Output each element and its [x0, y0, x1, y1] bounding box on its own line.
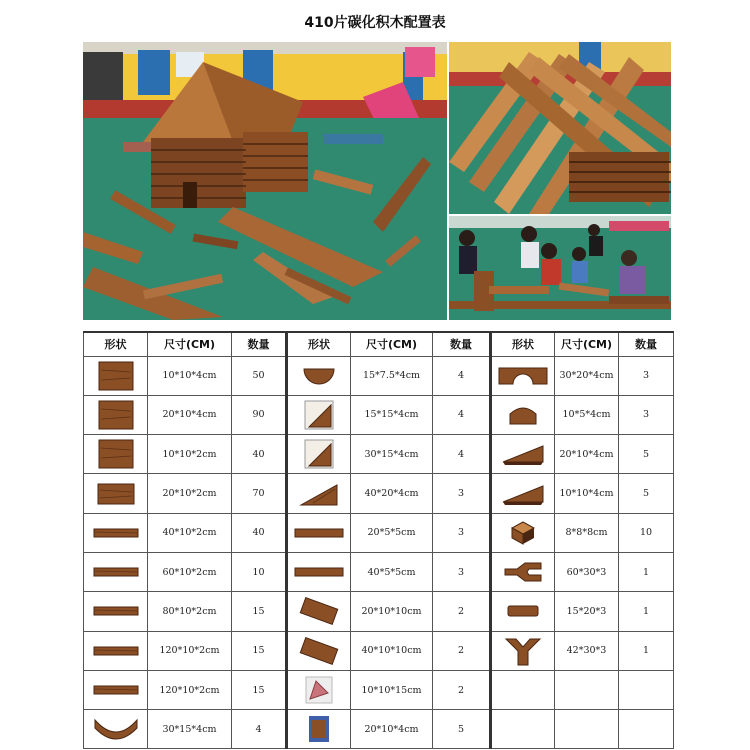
size-cell: 40*10*10cm: [351, 631, 433, 670]
shape-image-cell: [491, 474, 555, 513]
shape-image-cell: [491, 513, 555, 552]
quantity-cell: [619, 710, 674, 749]
planks-closeup-photo: [449, 42, 671, 214]
bar-block-image: [506, 602, 540, 620]
cylinder-block-image: [296, 597, 342, 625]
size-cell: 20*10*2cm: [148, 474, 232, 513]
quantity-cell: 1: [619, 631, 674, 670]
shape-image-cell: [287, 474, 351, 513]
quantity-cell: 5: [433, 710, 491, 749]
shape-image-cell: [287, 395, 351, 434]
table-row: [84, 552, 674, 591]
shape-image-cell: [287, 552, 351, 591]
quantity-cell: 4: [433, 356, 491, 395]
size-cell: 20*10*4cm: [351, 710, 433, 749]
header-size-2: 尺寸(CM): [351, 332, 433, 356]
header-qty-3: 数量: [619, 332, 674, 356]
quantity-cell: 3: [433, 513, 491, 552]
quantity-cell: 3: [619, 395, 674, 434]
quantity-cell: 3: [619, 356, 674, 395]
size-cell: 60*30*3: [555, 552, 619, 591]
size-cell: 120*10*2cm: [148, 670, 232, 709]
shape-image-cell: [491, 710, 555, 749]
shape-image-cell: [491, 592, 555, 631]
size-cell: [555, 710, 619, 749]
shape-image-cell: [491, 356, 555, 395]
shape-image-cell: [491, 552, 555, 591]
cone-block-image: [304, 675, 334, 705]
plank-block-image: [93, 641, 139, 661]
quantity-cell: 50: [232, 356, 287, 395]
plank-short-block-image: [96, 480, 136, 508]
size-cell: 10*10*15cm: [351, 670, 433, 709]
page-title: 410片碳化积木配置表: [304, 15, 446, 31]
table-row: [84, 513, 674, 552]
shape-image-cell: [287, 513, 351, 552]
shape-image-cell: [287, 710, 351, 749]
shape-image-cell: [491, 631, 555, 670]
stick-block-image: [293, 524, 345, 542]
table-row: [84, 670, 674, 709]
size-cell: 42*30*3: [555, 631, 619, 670]
quantity-cell: 5: [619, 435, 674, 474]
fork-block-image: [503, 559, 543, 585]
quantity-cell: 4: [433, 395, 491, 434]
size-cell: 20*10*10cm: [351, 592, 433, 631]
arch-block-image: [497, 364, 549, 388]
curve-block-image: [93, 716, 139, 742]
quantity-cell: 2: [433, 592, 491, 631]
cube-block-image: [510, 520, 536, 546]
size-cell: 10*10*4cm: [148, 356, 232, 395]
quantity-cell: 15: [232, 592, 287, 631]
shape-image-cell: [84, 474, 148, 513]
size-cell: 30*15*4cm: [351, 435, 433, 474]
quantity-cell: 3: [433, 474, 491, 513]
shape-image-cell: [287, 356, 351, 395]
ramp-block-image: [299, 479, 339, 509]
size-cell: 30*20*4cm: [555, 356, 619, 395]
quantity-cell: 70: [232, 474, 287, 513]
quantity-cell: 90: [232, 395, 287, 434]
table-row: [84, 356, 674, 395]
plank-block-image: [93, 523, 139, 543]
block-square-block-image: [97, 438, 135, 470]
stairs-block-image: [306, 714, 332, 744]
shape-image-cell: [491, 395, 555, 434]
table-row: [84, 474, 674, 513]
wedge-block-image: [501, 482, 545, 506]
quantity-cell: 2: [433, 670, 491, 709]
quantity-cell: 40: [232, 513, 287, 552]
shape-image-cell: [84, 631, 148, 670]
quantity-cell: 40: [232, 435, 287, 474]
header-size-1: 尺寸(CM): [148, 332, 232, 356]
size-cell: 20*10*4cm: [555, 435, 619, 474]
quantity-cell: 2: [433, 631, 491, 670]
shape-image-cell: [84, 356, 148, 395]
table-row: [84, 631, 674, 670]
size-cell: 10*5*4cm: [555, 395, 619, 434]
quarter-right-block-image: [303, 399, 335, 431]
children-playing-photo: [449, 216, 671, 320]
header-shape-2: 形状: [287, 332, 351, 356]
shape-image-cell: [287, 592, 351, 631]
shape-image-cell: [84, 670, 148, 709]
quantity-cell: 5: [619, 474, 674, 513]
header-shape-1: 形状: [84, 332, 148, 356]
shape-image-cell: [287, 670, 351, 709]
size-cell: 10*10*2cm: [148, 435, 232, 474]
size-cell: 60*10*2cm: [148, 552, 232, 591]
shape-image-cell: [84, 435, 148, 474]
shape-image-cell: [491, 670, 555, 709]
table-header-row: [84, 332, 674, 356]
small-arch-block-image: [506, 404, 540, 426]
quantity-cell: 1: [619, 552, 674, 591]
half-round-block-image: [302, 365, 336, 387]
playground-photo-main: [83, 42, 447, 320]
quantity-cell: 15: [232, 631, 287, 670]
quantity-cell: 10: [232, 552, 287, 591]
quantity-cell: 4: [433, 435, 491, 474]
block-square-block-image: [97, 360, 135, 392]
size-cell: 120*10*2cm: [148, 631, 232, 670]
table-row: [84, 435, 674, 474]
size-cell: [555, 670, 619, 709]
shape-image-cell: [84, 513, 148, 552]
plank-block-image: [93, 680, 139, 700]
y-joint-block-image: [504, 635, 542, 667]
quantity-cell: 15: [232, 670, 287, 709]
shape-image-cell: [84, 710, 148, 749]
block-square-block-image: [97, 399, 135, 431]
header-size-3: 尺寸(CM): [555, 332, 619, 356]
header-qty-1: 数量: [232, 332, 287, 356]
size-cell: 15*20*3: [555, 592, 619, 631]
size-cell: 15*15*4cm: [351, 395, 433, 434]
size-cell: 8*8*8cm: [555, 513, 619, 552]
size-cell: 20*10*4cm: [148, 395, 232, 434]
shape-image-cell: [84, 592, 148, 631]
quantity-cell: 4: [232, 710, 287, 749]
quantity-cell: 1: [619, 592, 674, 631]
plank-block-image: [93, 562, 139, 582]
size-cell: 40*20*4cm: [351, 474, 433, 513]
size-cell: 15*7.5*4cm: [351, 356, 433, 395]
header-qty-2: 数量: [433, 332, 491, 356]
size-cell: 40*5*5cm: [351, 552, 433, 591]
plank-block-image: [93, 601, 139, 621]
shape-image-cell: [84, 395, 148, 434]
quantity-cell: [619, 670, 674, 709]
shape-image-cell: [287, 435, 351, 474]
wedge-block-image: [501, 442, 545, 466]
size-cell: 20*5*5cm: [351, 513, 433, 552]
quantity-cell: 10: [619, 513, 674, 552]
quantity-cell: 3: [433, 552, 491, 591]
shape-image-cell: [84, 552, 148, 591]
table-row: [84, 592, 674, 631]
table-body: [84, 356, 674, 749]
header-shape-3: 形状: [491, 332, 555, 356]
size-cell: 10*10*4cm: [555, 474, 619, 513]
size-cell: 40*10*2cm: [148, 513, 232, 552]
shape-image-cell: [491, 435, 555, 474]
spec-table: [83, 331, 674, 749]
table-row: [84, 710, 674, 749]
table-row: [84, 395, 674, 434]
cylinder-block-image: [296, 637, 342, 665]
quarter-right-block-image: [303, 438, 335, 470]
size-cell: 80*10*2cm: [148, 592, 232, 631]
stick-block-image: [293, 563, 345, 581]
size-cell: 30*15*4cm: [148, 710, 232, 749]
shape-image-cell: [287, 631, 351, 670]
